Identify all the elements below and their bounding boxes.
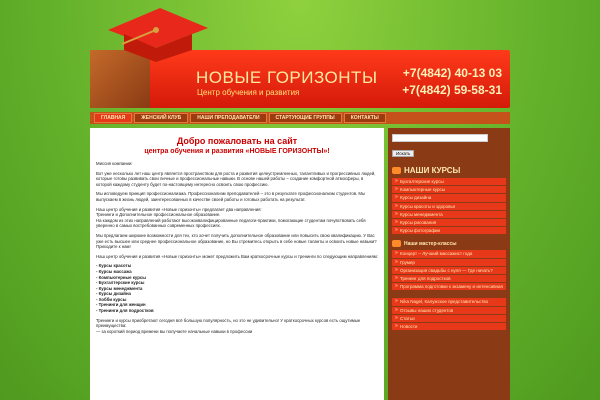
phone-number: +7(4842) 40-13 03 [402,66,502,80]
main-nav [90,112,510,124]
paragraph: Вот уже несколько лет наш центр является пространством для роста и развития целеустремленных, талантливых и прогрессивных людей, которые готовы развивать свои личные и профессиональные навыки. В основе нашей работы – создание комфортной атмосферы, в которой каждому студенту будет по-настоящему интересно освоить свою профессию. [96,170,376,187]
sidebar [388,128,510,400]
nav-item-womens-club[interactable]: ЖЕНСКИЙ КЛУБ [134,113,188,123]
sidebar-item-course[interactable]: » Бухгалтерские курсы [392,178,506,185]
sidebar-item-masterclass[interactable]: » Грумер [392,259,506,266]
nav-item-contacts[interactable]: КОНТАКТЫ [344,113,386,123]
paragraph [96,233,378,250]
sidebar-item-course[interactable]: » Курсы рисования [392,219,506,226]
courses-heading-label: НАШИ КУРСЫ [404,166,461,175]
paragraph [96,207,378,229]
nav-item-groups[interactable]: СТАРТУЮЩИЕ ГРУППЫ [269,113,342,123]
site-subtitle: Центр обучения и развития [197,88,300,97]
courses-heading [392,166,506,175]
sidebar-item-link[interactable]: » Статьи [392,315,506,322]
sidebar-item-course[interactable]: » Компьютерные курсы [392,186,506,193]
list-item[interactable]: - Хобби курсы [96,296,127,302]
paragraph-line: Наш центр обучения и развития «Новые горизонты» предлагает два направления: [96,206,262,212]
paragraph-line: — за короткий период времени вы получаете начальные навыки в профессии [96,328,253,334]
sidebar-item-masterclass[interactable]: » Концерт – Лучший массажист года [392,250,506,257]
search-input[interactable] [392,134,488,142]
list-item[interactable]: - Компьютерные курсы [96,274,146,280]
list-item[interactable]: - Курсы дизайна [96,291,131,297]
sidebar-item-masterclass[interactable]: » Организация свадьбы с нуля — Где начать? [392,267,506,274]
star-icon [392,240,401,247]
nav-item-teachers[interactable]: НАШИ ПРЕПОДАВАТЕЛИ [190,113,266,123]
paragraph-line: Приходите к нам! [96,244,131,250]
course-list [96,263,378,313]
list-item[interactable]: - Курсы массажа [96,268,132,274]
list-item[interactable]: - Курсы красоты [96,263,132,269]
list-item[interactable]: - Курсы менеджмента [96,285,143,291]
page-subtitle: центра обучения и развития «НОВЫЕ ГОРИЗОНТЫ»! [144,148,330,155]
other-links-list [392,298,506,330]
paragraph [96,318,378,335]
nav-item-home[interactable]: ГЛАВНАЯ [94,113,132,123]
sidebar-item-link[interactable]: » Отзывы наших студентов [392,307,506,314]
paragraph-line: Мы предлагаем широкие возможности для тех, кто хочет получить дополнительное образование или повысить свою квалификацию. У Вас уже есть высшее или среднее профессиональное образование, но Вы стремитесь открыть в себе новые таланты и освоить новые навыки? [96,232,377,244]
sidebar-item-masterclass[interactable]: » Программа подготовки к экзамену и интенсивная [392,283,506,290]
search-button[interactable]: Искать [392,150,414,157]
sidebar-item-course[interactable]: » Курсы менеджмента [392,211,506,218]
paragraph-line: Тренинги и Дополнительное профессиональное образование. [96,212,221,218]
sidebar-item-link[interactable]: » Nika Nagel, Калужское представительство [392,298,506,305]
paragraph-line: На каждом из этих направлений работают высококвалифицированные педагоги-практики, помогающие студентам почувствовать себя уверенно в самых востребованных современных профессиях. [96,217,366,229]
main-content [90,128,384,400]
paragraph: Миссия компании: [96,161,133,166]
list-item[interactable]: - Бухгалтерские курсы [96,280,145,286]
paragraph-line: Тренинги и курсы приобретают сегодня всё большую популярность, но это не удивительно! У краткосрочных курсов есть ощутимые преимущества: [96,317,361,329]
paragraph: Мы исповедуем принцип профессионализма. Профессионализм преподавателей – это в результате профессионализм студентов. Мы выпускаем в жизнь людей, заинтересованных в качестве своей работы и готовых работать на результат. [96,191,366,202]
courses-list [392,178,506,234]
page-title: Добро пожаловать на сайт [176,136,298,146]
sidebar-item-course[interactable]: » Курсы фотографии [392,227,506,234]
graduation-cap-icon [100,4,210,64]
phone-number: +7(4842) 59-58-31 [402,83,502,97]
book-icon [392,167,401,174]
sidebar-item-link[interactable]: » Новости [392,323,506,330]
site-title: НОВЫЕ ГОРИЗОНТЫ [196,68,378,87]
masterclass-heading [392,240,506,247]
sidebar-item-masterclass[interactable]: » Тренинг для подростков [392,275,506,282]
masterclass-list [392,250,506,290]
list-item[interactable]: - Тренинги для женщин [96,302,146,308]
masterclass-heading-label: Наши мастер-классы [404,240,457,247]
sidebar-item-course[interactable]: » Курсы красоты и здоровья [392,203,506,210]
sidebar-item-course[interactable]: » Курсы дизайна [392,194,506,201]
paragraph: Наш центр обучения и развития «Новые горизонты» может предложить Вам краткосрочные курсы и тренинги по следующим направлениям: [96,253,378,259]
list-item[interactable]: - Тренинги для подростков [96,308,154,314]
